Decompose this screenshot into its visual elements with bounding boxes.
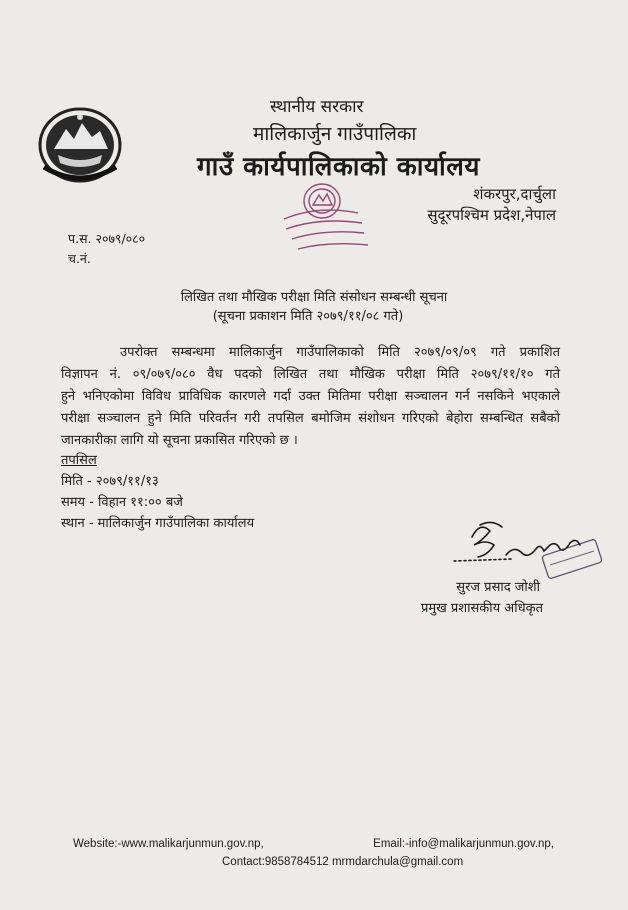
body-line-3: हुने भनिएकोमा विविध प्राविधिक कारणले गर्दा उक्त मितिमा परीक्षा सञ्चालन गर्न नसकिने भएकाले bbox=[61, 389, 560, 404]
address-province: सुदूरपश्चिम प्रदेश,नेपाल bbox=[427, 206, 556, 224]
notice-publish-date: (सूचना प्रकाशन मिति २०७९/११/०८ गते) bbox=[212, 309, 404, 324]
header-local-government: स्थानीय सरकार bbox=[270, 97, 364, 117]
address-location: शंकरपुर,दार्चुला bbox=[473, 185, 556, 203]
exam-place: स्थान - मालिकार्जुन गाउँपालिका कार्यालय bbox=[61, 516, 255, 531]
body-line-4: परीक्षा सञ्चालन हुने मिति परिवर्तन गरी तपसिल बमोजिम संशोधन गरिएको बेहोरा सम्बन्धित सबैको bbox=[61, 411, 560, 426]
body-line-2: विज्ञापन नं. ०९/०७९/०८० वैध पदको लिखित तथा मौखिक परीक्षा मिति २०७९/११/१० गते bbox=[61, 367, 560, 382]
signatory-title: प्रमुख प्रशासकीय अधिकृत bbox=[420, 601, 543, 616]
designation-stamp-icon bbox=[538, 535, 608, 585]
header-office-name: गाउँ कार्यपालिकाको कार्यालय bbox=[197, 152, 480, 182]
body-line-5: जानकारीका लागि यो सूचना प्रकासित गरिएको छ । bbox=[61, 433, 298, 448]
header-municipality-name: मालिकार्जुन गाउँपालिका bbox=[253, 123, 417, 145]
notice-subject: लिखित तथा मौखिक परीक्षा मिति संसोधन सम्बन्धी सूचना bbox=[180, 290, 448, 305]
nepal-emblem-icon bbox=[36, 105, 124, 185]
signatory-name: सुरज प्रसाद जोशी bbox=[456, 580, 540, 595]
exam-date: मिति - २०७९/११/१३ bbox=[61, 474, 159, 489]
exam-time: समय - विहान ११:०० बजे bbox=[61, 495, 183, 510]
footer-email: Email:-info@malikarjunmun.gov.np, bbox=[373, 838, 554, 850]
reference-number: प.स. २०७९/०८० bbox=[68, 231, 146, 246]
dispatch-number: च.नं. bbox=[68, 251, 91, 266]
details-heading: तपसिल bbox=[61, 453, 97, 468]
office-seal-stamp-icon bbox=[278, 175, 374, 257]
body-line-1: उपरोक्त सम्बन्धमा मालिकार्जुन गाउँपालिकाको मिति २०७९/०९/०९ गते प्रकाशित bbox=[120, 345, 560, 360]
footer-website: Website:-www.malikarjunmun.gov.np, bbox=[73, 838, 264, 850]
footer-contact: Contact:9858784512 mrmdarchula@gmail.com bbox=[222, 856, 464, 868]
